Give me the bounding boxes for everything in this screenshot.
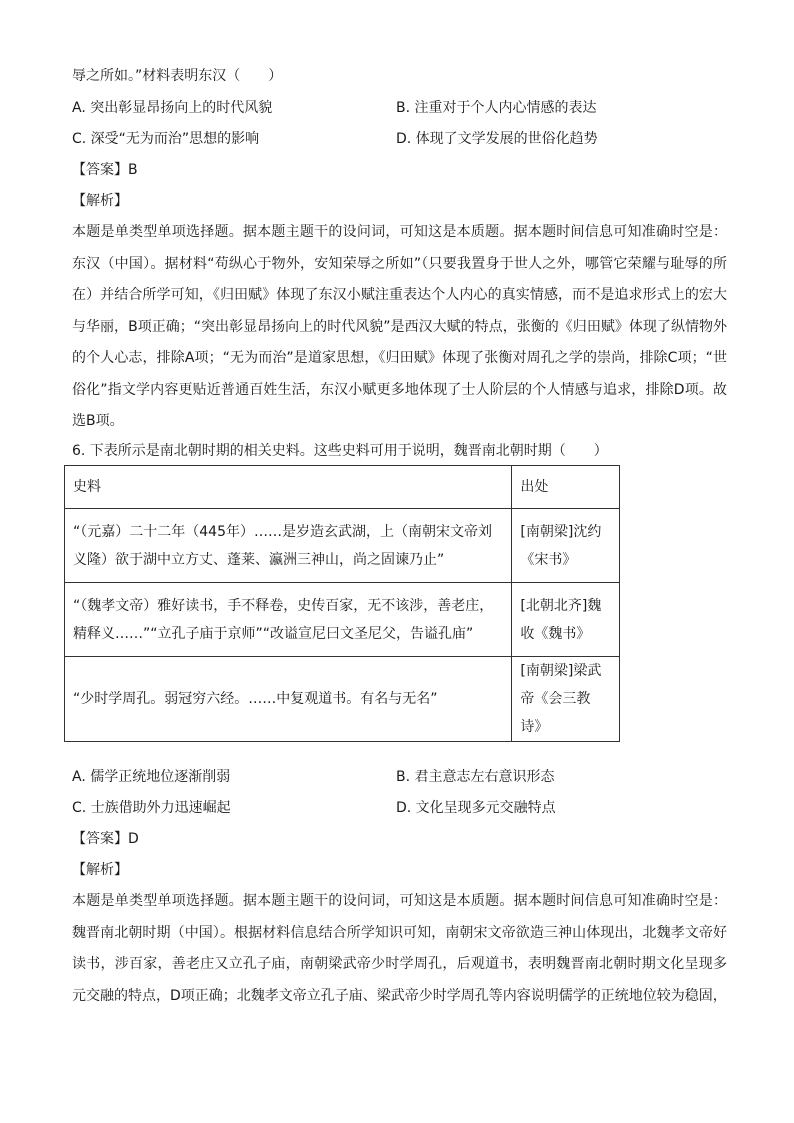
analysis-text: 本题是单类型单项选择题。据本题主题干的设问词，可知这是本质题。据本题时间信息可知准确时空是：魏晋南北朝时期（中国）。根据材料信息结合所学知识可知，南朝宋文帝欲造三神山体现出，北魏孝文帝好读书，涉百家，善老庄又立孔子庙，南朝梁武帝少时学周孔，后观道书，表明魏晋南北朝时期文化呈现多元交融的特点，D项正确；北魏孝文帝立孔子庙、梁武帝少时学周孔等内容说明儒学的正统地位较为稳固， (72, 893, 727, 1004)
option-a[interactable]: A. 突出彰显昂扬向上的时代风貌 (72, 100, 273, 116)
option-c[interactable]: C. 深受“无为而治”思想的影响 (72, 131, 260, 147)
table-cell: [南朝梁]沈约《宋书》 (512, 509, 620, 583)
table-cell: [北朝北齐]魏收《魏书》 (512, 583, 620, 657)
option-c[interactable]: C. 士族借助外力迅速崛起 (72, 800, 231, 816)
option-d[interactable]: D. 体现了文学发展的世俗化趋势 (396, 131, 598, 147)
option-b[interactable]: B. 注重对于个人内心情感的表达 (396, 100, 597, 116)
analysis-text: 本题是单类型单项选择题。据本题主题干的设问词，可知这是本质题。据本题时间信息可知准确时空是：东汉（中国）。据材料“苟纵心于物外，安知荣辱之所如”（只要我置身于世人之外，哪管它荣耀与耻辱的所在）并结合所学可知，《归田赋》体现了东汉小赋注重表达个人内心的真实情感，而不是追求形式上的宏大与华丽，B项正确；“突出彰显昂扬向上的时代风貌”是西汉大赋的特点，张衡的《归田赋》体现了纵情物外的个人心志，排除A项；“无为而治”是道家思想，《归田赋》体现了张衡对周孔之学的崇尚，排除C项；“世俗化”指文学内容更贴近普通百姓生活，东汉小赋更多地体现了士人阶层的个人情感与追求，排除D项。故选B项。 (72, 224, 727, 429)
option-d[interactable]: D. 文化呈现多元交融特点 (396, 800, 556, 816)
answer-label: 【答案】B (72, 162, 138, 178)
source-table (64, 465, 620, 742)
analysis-label: 【解析】 (72, 862, 128, 878)
table-row (65, 583, 620, 657)
question-stem: 6. 下表所示是南北朝时期的相关史料。这些史料可用于说明，魏晋南北朝时期（ ） (72, 443, 608, 459)
table-cell: “（元嘉）二十二年（445年）……是岁造玄武湖，上（南朝宋文帝刘义隆）欲于湖中立方丈、蓬莱、瀛洲三神山，尚之固谏乃止” (65, 509, 512, 583)
table-row (65, 509, 620, 583)
question-stem-tail: 辱之所如。”材料表明东汉（ ） (72, 68, 283, 84)
table-header-cell: 史料 (65, 466, 512, 509)
table-cell: [南朝梁]梁武帝《会三教诗》 (512, 657, 620, 742)
analysis-label: 【解析】 (72, 193, 128, 209)
option-b[interactable]: B. 君主意志左右意识形态 (396, 769, 555, 785)
table-header-row (65, 466, 620, 509)
table-cell: “少时学周孔。弱冠穷六经。……中复观道书。有名与无名” (65, 657, 512, 742)
option-a[interactable]: A. 儒学正统地位逐渐削弱 (72, 769, 231, 785)
table-cell: “（魏孝文帝）雅好读书，手不释卷，史传百家，无不该涉，善老庄，精释义……”“立孔子庙于京师”“改谥宣尼曰文圣尼父，告谥孔庙” (65, 583, 512, 657)
table-header-cell: 出处 (512, 466, 620, 509)
table-row (65, 657, 620, 742)
answer-label: 【答案】D (72, 831, 139, 847)
